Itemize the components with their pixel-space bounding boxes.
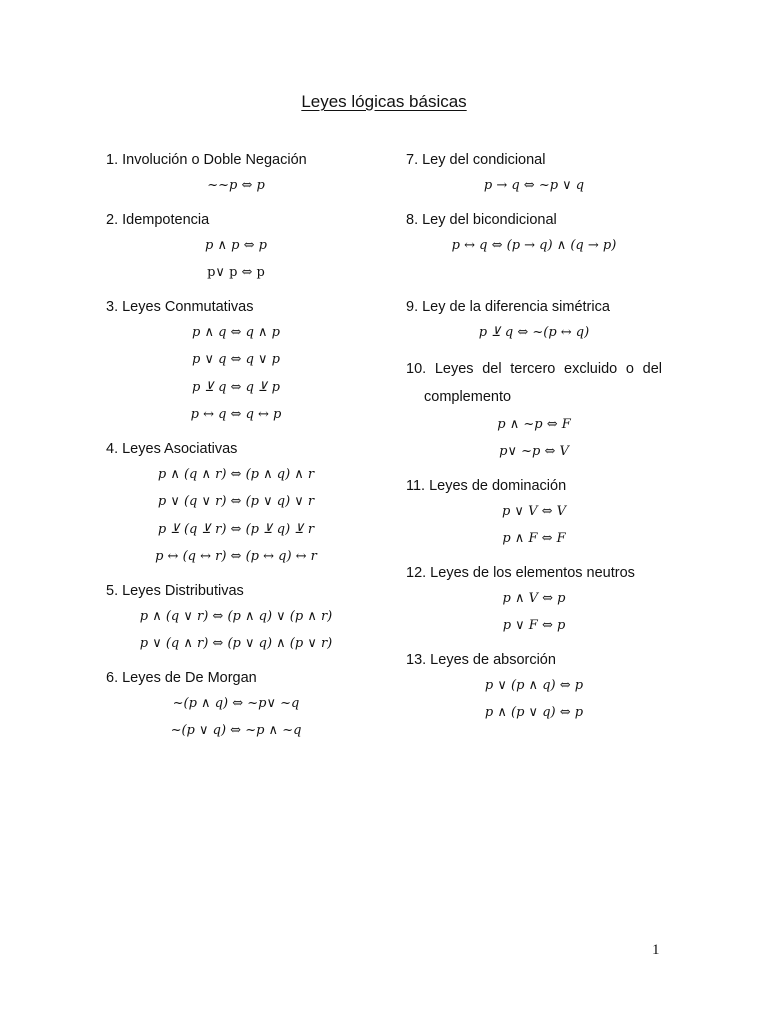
formula: p → q ⇔ ~p ∨ q — [483, 178, 585, 193]
formula: ~(p ∨ q) ⇔ ~p ∧ ~q — [170, 723, 302, 738]
law-section-commutative — [106, 295, 366, 429]
formula: p ⊻ q ⇔ ~(p ↔ q) — [478, 325, 590, 340]
formula: p ∧ (q ∧ r) ⇔ (p ∧ q) ∧ r — [157, 466, 315, 482]
law-section-domination — [406, 474, 662, 553]
formula: p ↔ (q ↔ r) ⇔ (p ↔ q) ↔ r — [155, 549, 317, 564]
law-title: 12. Leyes de los elementos neutros — [406, 564, 635, 581]
formula: p ∨ (p ∧ q) ⇔ p — [484, 677, 584, 693]
law-title: 6. Leyes de De Morgan — [106, 669, 257, 686]
law-section-de-morgan — [106, 666, 366, 745]
law-title: 1. Involución o Doble Negación — [106, 152, 307, 168]
formula: p ∧ p ⇔ p — [205, 237, 267, 253]
law-section-absorption — [406, 648, 662, 727]
law-section-distributive — [106, 579, 366, 658]
page-number: 1 — [652, 942, 660, 958]
formula: ~(p ∧ q) ⇔ ~p∨ ~q — [172, 695, 300, 711]
law-title: 8. Ley del bicondicional — [406, 211, 557, 228]
formula: p ⊻ q ⇔ q ⊻ p — [191, 379, 280, 395]
law-title: 10. Leyes del tercero excluido o del complemento — [406, 360, 662, 405]
law-title: 7. Ley del condicional — [406, 152, 546, 168]
law-section-excluded-middle — [406, 355, 662, 466]
law-title: 11. Leyes de dominación — [406, 477, 567, 494]
formula: p ⊻ (q ⊻ r) ⇔ (p ⊻ q) ⊻ r — [157, 521, 315, 537]
law-section-associative — [106, 437, 366, 571]
law-section-involution — [106, 148, 366, 200]
formula: p ∧ q ⇔ q ∧ p — [191, 324, 280, 340]
formula: p ∧ V ⇔ p — [502, 590, 566, 606]
formula: p ∧ F ⇔ F — [502, 531, 566, 546]
formula: p ∨ V ⇔ V — [501, 503, 567, 519]
law-title: 3. Leyes Conmutativas — [106, 298, 254, 315]
formula: p ∨ q ⇔ q ∨ p — [191, 352, 280, 367]
formula: p ∨ F ⇔ p — [502, 618, 566, 633]
law-section-biconditional — [406, 208, 662, 260]
left-column — [106, 148, 366, 753]
law-section-symmetric-difference — [406, 295, 662, 347]
law-title: 4. Leyes Asociativas — [106, 440, 238, 457]
formula: p∨ p ⇔ p — [207, 265, 265, 280]
law-title: 5. Leyes Distributivas — [106, 582, 244, 599]
law-section-neutral-elements — [406, 561, 662, 640]
formula: p ∧ (p ∨ q) ⇔ p — [484, 705, 584, 720]
formula: p ∧ (q ∨ r) ⇔ (p ∧ q) ∨ (p ∧ r) — [139, 608, 333, 624]
formula: p∨ ~p ⇔ V — [499, 444, 569, 459]
formula: p ∧ ~p ⇔ F — [497, 416, 571, 432]
law-title: 13. Leyes de absorción — [406, 651, 556, 668]
formula: p ↔ q ⇔ q ↔ p — [190, 407, 282, 422]
formula: ~~p ⇔ p — [207, 178, 265, 193]
law-title: 9. Ley de la diferencia simétrica — [406, 299, 610, 315]
formula: p ↔ q ⇔ (p → q) ∧ (q → p) — [451, 237, 617, 253]
page-title: Leyes lógicas básicas — [301, 92, 467, 111]
formula: p ∨ (q ∨ r) ⇔ (p ∨ q) ∨ r — [157, 494, 315, 509]
law-section-conditional — [406, 148, 662, 200]
law-title: 2. Idempotencia — [106, 211, 210, 228]
right-column — [406, 148, 662, 735]
law-section-idempotence — [106, 208, 366, 287]
formula: p ∨ (q ∧ r) ⇔ (p ∨ q) ∧ (p ∨ r) — [139, 636, 333, 651]
